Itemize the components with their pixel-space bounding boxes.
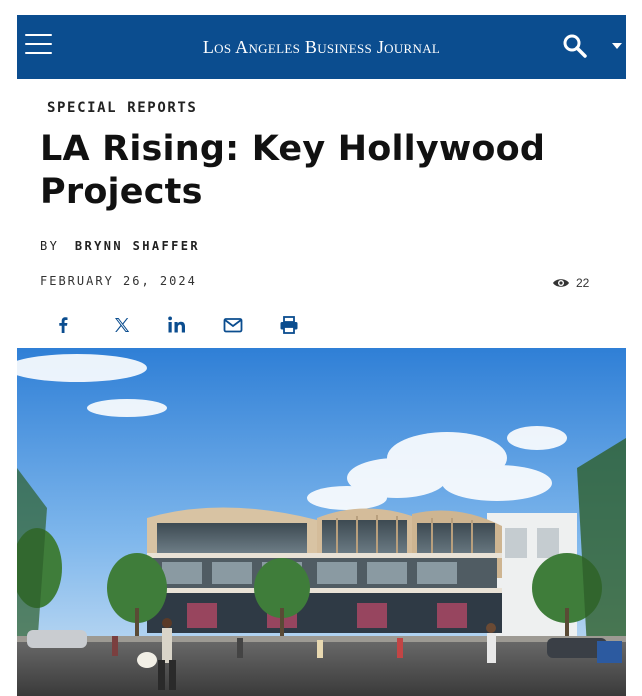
site-header (17, 15, 626, 79)
byline-prefix: BY (40, 239, 60, 253)
publish-date: FEBRUARY 26, 2024 (40, 274, 197, 288)
hero-image[interactable] (17, 348, 626, 696)
building-rendering-image (17, 348, 626, 696)
article-title: LA Rising: Key Hollywood Projects (40, 129, 546, 212)
view-counter (552, 276, 589, 290)
article-category[interactable]: SPECIAL REPORTS (47, 100, 198, 116)
site-logo[interactable]: Los Angeles Business Journal (202, 37, 441, 57)
mail-icon[interactable] (221, 313, 245, 337)
view-count: 22 (576, 276, 590, 290)
x-icon[interactable] (110, 313, 134, 337)
print-icon[interactable] (277, 313, 301, 337)
linkedin-icon[interactable] (165, 313, 189, 337)
caret-down-icon[interactable] (612, 43, 622, 49)
facebook-icon[interactable] (51, 313, 75, 337)
eye-icon (552, 277, 570, 289)
author-link[interactable]: BRYNN SHAFFER (74, 239, 200, 253)
byline (40, 239, 200, 253)
search-icon[interactable] (562, 33, 588, 59)
